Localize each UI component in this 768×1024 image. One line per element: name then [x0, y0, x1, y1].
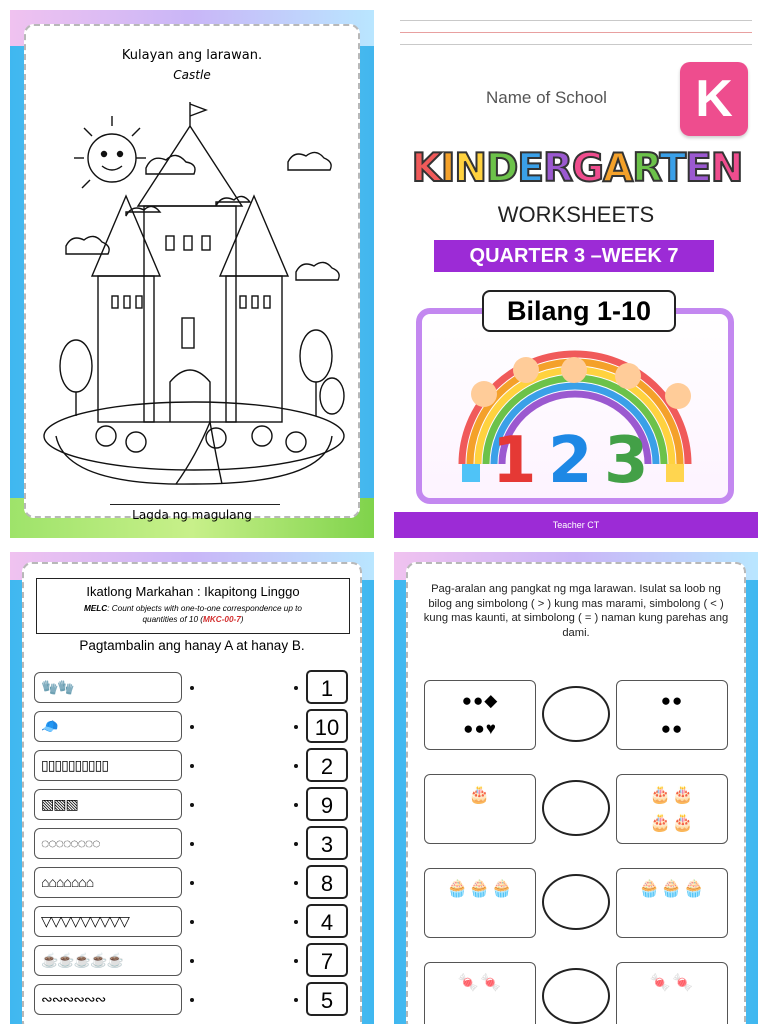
teacup-icon: ☕☕☕☕☕	[34, 945, 182, 976]
bilang-title: Bilang 1-10	[482, 290, 676, 332]
number-box: 10	[306, 709, 348, 743]
cover-page	[394, 10, 758, 538]
title-letter: N	[454, 146, 486, 191]
melc-description: : Count objects with one-to-one correspondence up to	[107, 604, 302, 613]
signature-label: Lagda ng magulang	[132, 508, 252, 522]
cupcake-icon: ⌂⌂⌂⌂⌂⌂⌂	[34, 867, 182, 898]
number-box: 3	[306, 826, 348, 860]
number-box: 1	[306, 670, 348, 704]
header-box	[36, 578, 350, 634]
matching-page	[10, 552, 374, 1024]
match-dot-left[interactable]	[190, 725, 194, 729]
match-dot-right[interactable]	[294, 881, 298, 885]
match-dot-right[interactable]	[294, 764, 298, 768]
number-box: 4	[306, 904, 348, 938]
melc-code: MKC-00-7	[203, 615, 241, 624]
title-letter: G	[572, 146, 604, 191]
matching-instruction: Pagtambalin ang hanay A at hanay B.	[79, 638, 305, 653]
number-box: 5	[306, 982, 348, 1016]
comparison-instruction: Pag-aralan ang pangkat ng mga larawan. Isulat sa loob ng bilog ang simbolong ( > ) kung mas marami, simbolong ( < ) kung mas kaunti, at simbolong ( = ) naman kung parehas ang dami.	[423, 583, 729, 639]
digit-1-icon: 1	[492, 424, 537, 498]
cupcake-icon: 🧁🧁🧁	[616, 868, 728, 938]
comparison-page	[394, 552, 758, 1024]
cupcake-icon: 🧁🧁🧁	[424, 868, 536, 938]
rainbow-icon	[422, 314, 728, 498]
signature-line	[110, 504, 280, 505]
child-icon	[615, 363, 641, 389]
cookie-icon: ◌◌◌◌◌◌◌◌	[34, 828, 182, 859]
answer-circle[interactable]	[542, 780, 610, 836]
picture-title: Castle	[173, 68, 211, 82]
match-dot-right[interactable]	[294, 920, 298, 924]
match-dot-left[interactable]	[190, 959, 194, 963]
cake-icon: 🎂	[424, 774, 536, 844]
title-letter: R	[543, 146, 573, 191]
title-letter: E	[517, 146, 543, 191]
quarter-label: QUARTER 3 –WEEK 7	[434, 240, 714, 272]
worksheets-title: WORKSHEETS	[497, 202, 655, 227]
chocolate-icon: ●● ●●	[616, 680, 728, 750]
block-a-icon	[462, 464, 480, 482]
title-letter: T	[659, 146, 686, 191]
sun-icon	[74, 116, 146, 188]
answer-circle[interactable]	[542, 874, 610, 930]
footer-author: Teacher CT	[394, 512, 758, 538]
candy-icon: 🍬🍬	[424, 962, 536, 1024]
mitten-icon: 🧤🧤	[34, 672, 182, 703]
title-letter: N	[710, 146, 743, 191]
child-icon	[561, 357, 587, 383]
melc-text	[37, 603, 349, 625]
match-dot-left[interactable]	[190, 803, 194, 807]
match-dot-right[interactable]	[294, 686, 298, 690]
match-dot-left[interactable]	[190, 920, 194, 924]
match-dot-left[interactable]	[190, 998, 194, 1002]
jar-icon: ▯▯▯▯▯▯▯▯▯▯	[34, 750, 182, 781]
block-c-icon	[666, 464, 684, 482]
ticket-icon: ▧▧▧	[34, 789, 182, 820]
title-letter: I	[440, 146, 455, 191]
digit-2-icon: 2	[548, 424, 593, 498]
title-letter: R	[632, 146, 660, 191]
answer-circle[interactable]	[542, 686, 610, 742]
match-dot-right[interactable]	[294, 803, 298, 807]
coloring-page	[10, 10, 374, 538]
candy-icon: ∾∾∾∾∾∾	[34, 984, 182, 1015]
match-dot-right[interactable]	[294, 725, 298, 729]
coloring-instruction: Kulayan ang larawan.	[121, 48, 263, 63]
candy-icon: 🍬🍬	[616, 962, 728, 1024]
melc-label: MELC	[83, 604, 108, 613]
melc-description-2: quantities of 10 (	[142, 615, 204, 624]
title-letter: K	[411, 146, 441, 191]
chocolate-icon: ●●◆ ●●♥	[424, 680, 536, 750]
child-icon	[471, 381, 497, 407]
match-dot-right[interactable]	[294, 959, 298, 963]
school-name: Name of School	[486, 88, 607, 107]
title-letter: A	[603, 146, 633, 191]
answer-circle[interactable]	[542, 968, 610, 1024]
match-dot-right[interactable]	[294, 842, 298, 846]
match-dot-left[interactable]	[190, 686, 194, 690]
match-dot-right[interactable]	[294, 998, 298, 1002]
k-badge: K	[680, 62, 748, 136]
cake-icon: 🎂🎂 🎂🎂	[616, 774, 728, 844]
carrot-icon: ▽▽▽▽▽▽▽▽▽	[34, 906, 182, 937]
quarter-header: Ikatlong Markahan : Ikapitong Linggo	[86, 584, 300, 599]
coloring-frame	[24, 24, 360, 522]
castle-drawing[interactable]	[26, 86, 362, 486]
number-box: 7	[306, 943, 348, 977]
kindergarten-title	[410, 146, 744, 191]
match-dot-left[interactable]	[190, 842, 194, 846]
kids-illustration	[416, 308, 734, 504]
match-dot-left[interactable]	[190, 764, 194, 768]
child-icon	[513, 357, 539, 383]
digit-3-icon: 3	[604, 424, 649, 498]
cap-icon: 🧢	[34, 711, 182, 742]
title-letter: E	[685, 146, 711, 191]
match-dot-left[interactable]	[190, 881, 194, 885]
child-icon	[665, 383, 691, 409]
title-letter: D	[485, 146, 518, 191]
number-box: 9	[306, 787, 348, 821]
melc-close: )	[240, 615, 244, 624]
number-box: 8	[306, 865, 348, 899]
number-box: 2	[306, 748, 348, 782]
